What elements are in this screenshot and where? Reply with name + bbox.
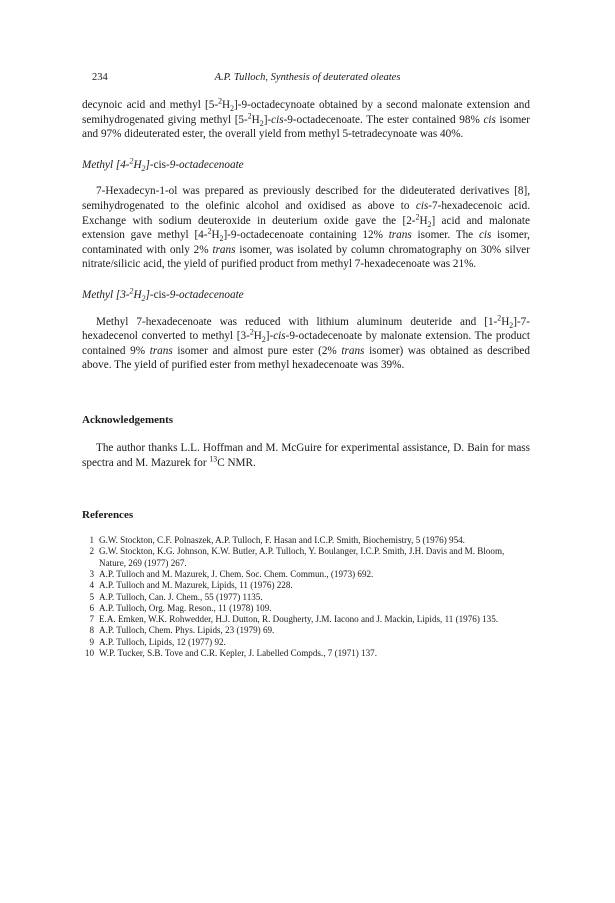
reference-text: A.P. Tulloch, Can. J. Chem., 55 (1977) 1135.	[99, 591, 263, 602]
reference-text: A.P. Tulloch and M. Mazurek, J. Chem. Soc. Chem. Commun., (1973) 692.	[99, 568, 374, 579]
references-heading: References	[82, 509, 134, 522]
reference-item	[82, 580, 530, 591]
subheading-3d2: Methyl $[3-^2H_2]-cis-9$-octadecenoate	[82, 286, 244, 304]
page-number: 234	[92, 72, 108, 83]
reference-text: A.P. Tulloch, Chem. Phys. Lipids, 23 (1979) 69.	[99, 625, 275, 636]
reference-item	[82, 546, 530, 569]
reference-text: E.A. Emken, W.K. Rohwedder, H.J. Dutton, R. Dougherty, J.M. Iacono and J. Mackin, Lipids, 11 (1976) 135.	[99, 614, 499, 625]
reference-item	[82, 614, 530, 625]
reference-number: 2	[89, 546, 94, 557]
reference-text: G.W. Stockton, K.G. Johnson, K.W. Butler, A.P. Tulloch, Y. Boulanger, I.C.P. Smith, J.H. Davis and M. Bloom, Nature, 269 (1977) 267.	[99, 546, 505, 568]
reference-number: 5	[89, 591, 94, 602]
reference-item	[82, 569, 530, 580]
reference-text: W.P. Tucker, S.B. Tove and C.R. Kepler, J. Labelled Compds., 7 (1971) 137.	[99, 648, 378, 659]
reference-text: G.W. Stockton, C.F. Polnaszek, A.P. Tulloch, F. Hasan and I.C.P. Smith, Biochemistry, 5 (1976) 954.	[99, 535, 465, 546]
running-title: A.P. Tulloch, Synthesis of deuterated oleates	[214, 72, 401, 83]
paragraph-4d2: 7-Hexadecyn-1-ol was prepared as previously described for the dideuterated derivatives [8], semihydrogenated to the olefinic alcohol and oxidised as above to cis-7-hexadecenoic acid. Exchange with sodium deuteroxide in deuterium oxide gave the $[2-^2H_2]$ acid and malonate extension gave methyl $[4-^2H_2]-9$-octadecenoate containing 12% trans isomer. The cis isomer, contaminated with only 2% trans isomer, was isolated by column chromatography on 30% silver nitrate/silicic acid, the yield of purified product from methyl 7-hexadecenoate was 21%.	[82, 185, 530, 271]
acknowledgements-heading: Acknowledgements	[82, 413, 174, 426]
reference-text: A.P. Tulloch and M. Mazurek, Lipids, 11 (1976) 228.	[99, 580, 293, 591]
references-list	[82, 535, 530, 659]
acknowledgements-text: The author thanks L.L. Hoffman and M. McGuire for experimental assistance, D. Bain for mass spectra and M. Mazurek for $^{13}$C NMR.	[82, 441, 530, 469]
reference-number: 10	[84, 648, 94, 659]
article-body	[82, 98, 530, 659]
reference-item	[82, 637, 530, 648]
reference-item	[82, 535, 530, 546]
intro-paragraph: decynoic acid and methyl $[5-^2H_2]-9$-octadecynoate obtained by a second malonate extension and semihydrogenated giving methyl $[5-^2H_2]-cis-9$-octadecenoate. The ester contained 98% cis isomer and 97% dideuterated ester, the overall yield from methyl 5-tetradecynoate was 40%.	[82, 96, 530, 141]
reference-number: 3	[89, 568, 94, 579]
page-header	[92, 72, 523, 86]
reference-number: 4	[89, 580, 94, 591]
reference-item	[82, 625, 530, 636]
paragraph-3d2: Methyl 7-hexadecenoate was reduced with lithium aluminum deuteride and $[1-^2H_2]-7$-hexadecenol converted to methyl $[3-^2H_2]-cis-9$-octadecenoate by malonate extension. The product contained 9% trans isomer and almost pure ester (2% trans isomer) was obtained as described above. The yield of purified ester from methyl hexadecenoate was 39%.	[82, 312, 530, 372]
subheading-4d2: Methyl $[4-^2H_2]-cis-9$-octadecenoate	[82, 156, 244, 174]
reference-item	[82, 603, 530, 614]
reference-number: 6	[89, 602, 94, 613]
reference-text: A.P. Tulloch, Lipids, 12 (1977) 92.	[99, 636, 226, 647]
reference-number: 7	[89, 614, 94, 625]
reference-number: 1	[89, 535, 94, 546]
reference-number: 8	[89, 625, 94, 636]
reference-text: A.P. Tulloch, Org. Mag. Reson., 11 (1978) 109.	[99, 602, 272, 613]
reference-item	[82, 592, 530, 603]
reference-item	[82, 648, 530, 659]
reference-number: 9	[89, 636, 94, 647]
